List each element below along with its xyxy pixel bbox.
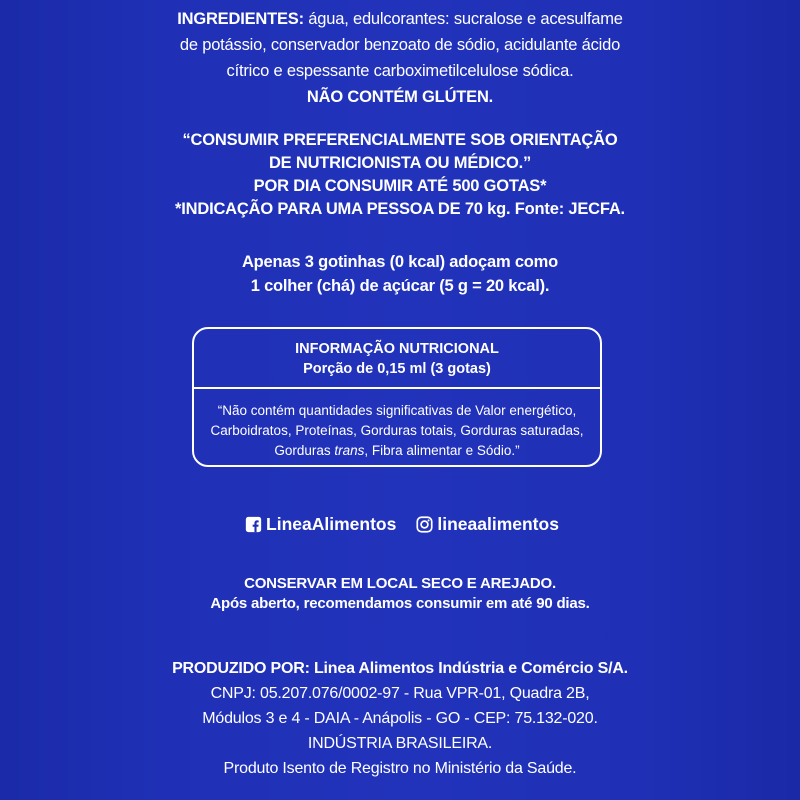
advice-line-2: DE NUTRICIONISTA OU MÉDICO.”	[268, 154, 532, 172]
producer-cnpj-address: CNPJ: 05.207.076/0002-97 - Rua VPR-01, Quadra 2B,	[210, 685, 590, 702]
nutrition-divider	[194, 387, 600, 389]
instagram-icon	[416, 516, 433, 533]
facebook-icon	[245, 516, 262, 533]
gluten-notice: NÃO CONTÉM GLÚTEN.	[306, 88, 494, 106]
storage-line-1: CONSERVAR EM LOCAL SECO E AREJADO.	[244, 575, 556, 592]
ingredients-line-1	[170, 6, 630, 32]
nutrition-statement	[194, 401, 600, 461]
nutrition-facts-box	[192, 327, 602, 467]
storage-line-2: Após aberto, recomendamos consumir em até 90 dias.	[210, 595, 590, 612]
instagram-handle[interactable]	[416, 514, 559, 535]
producer-label: PRODUZIDO POR:	[172, 660, 310, 677]
producer-line-1	[170, 656, 630, 681]
ingredients-text-1: água, edulcorantes: sucralose e acesulfame	[303, 10, 623, 28]
storage-instructions	[170, 574, 630, 614]
nutrition-line-1: “Não contém quantidades significativas de Valor energético,	[217, 403, 577, 418]
producer-company: Linea Alimentos Indústria e Comércio S/A.	[309, 660, 628, 677]
consumption-advice	[170, 129, 630, 221]
producer-address-2: Módulos 3 e 4 - DAIA - Anápolis - GO - CEP: 75.132-020.	[202, 710, 598, 727]
nutrition-header	[194, 339, 600, 379]
sweetness-line-2: 1 colher (chá) de açúcar (5 g = 20 kcal).	[250, 277, 550, 295]
producer-info	[170, 656, 630, 781]
nutrition-portion: Porção de 0,15 ml (3 gotas)	[303, 361, 491, 377]
ingredients-line-2: de potássio, conservador benzoato de sódio, acidulante ácido	[179, 36, 621, 54]
producer-registration: Produto Isento de Registro no Ministério da Saúde.	[223, 760, 577, 777]
sweetness-line-1: Apenas 3 gotinhas (0 kcal) adoçam como	[241, 253, 559, 271]
advice-line-4: *INDICAÇÃO PARA UMA PESSOA DE 70 kg. Fonte: JECFA.	[175, 200, 625, 218]
instagram-handle-text: lineaalimentos	[437, 513, 559, 534]
advice-line-1: “CONSUMIR PREFERENCIALMENTE SOB ORIENTAÇÃO	[182, 131, 618, 149]
facebook-handle[interactable]	[245, 514, 396, 535]
ingredients-section	[170, 6, 630, 110]
nutrition-line-3-pre: Gorduras	[274, 443, 335, 458]
sweetness-info	[170, 250, 630, 298]
nutrition-title: INFORMAÇÃO NUTRICIONAL	[295, 341, 499, 357]
facebook-handle-text: LineaAlimentos	[266, 513, 397, 534]
ingredients-label: INGREDIENTES:	[177, 10, 304, 28]
ingredients-line-3: cítrico e espessante carboximetilcelulose sódica.	[226, 62, 574, 80]
nutrition-line-2: Carboidratos, Proteínas, Gorduras totais, Gorduras saturadas,	[210, 423, 584, 438]
advice-line-3: POR DIA CONSUMIR ATÉ 500 GOTAS*	[253, 177, 547, 195]
nutrition-line-3	[194, 441, 600, 461]
producer-origin: INDÚSTRIA BRASILEIRA.	[307, 735, 493, 752]
nutrition-trans-italic: trans	[334, 443, 365, 458]
social-media	[212, 510, 592, 538]
nutrition-line-3-post: , Fibra alimentar e Sódio.”	[364, 443, 520, 458]
